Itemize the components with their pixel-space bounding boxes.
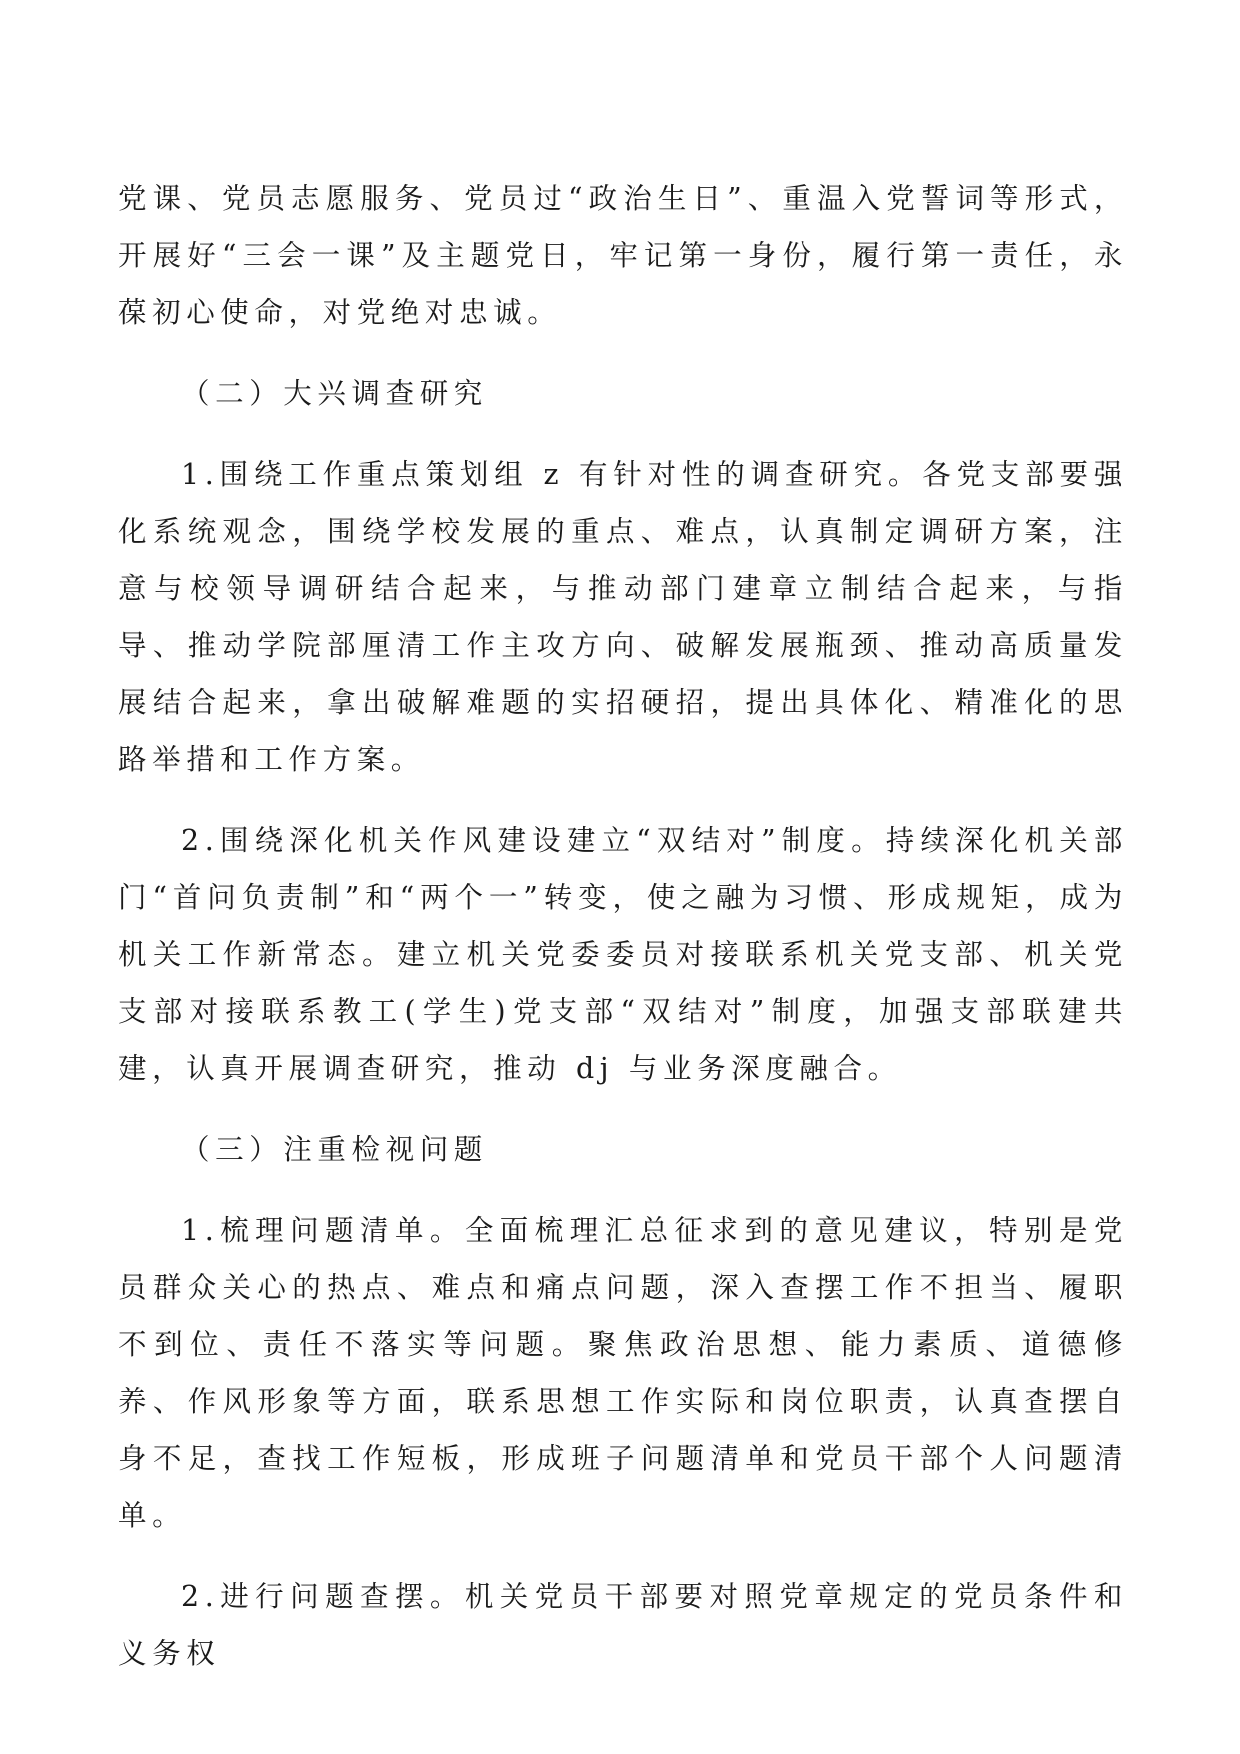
paragraph-research-item-2: 2.围绕深化机关作风建设建立“双结对”制度。持续深化机关部门“首问负责制”和“两个一”转变，使之融为习惯、形成规矩，成为机关工作新常态。建立机关党委委员对接联系机关党支部、机关党支部对接联系教工(学生)党支部“双结对”制度，加强支部联建共建，认真开展调查研究，推动 dj 与业务深度融合。: [118, 824, 1128, 1085]
section-heading-research: （二）大兴调查研究: [181, 377, 488, 410]
paragraph-issues-item-1: 1.梳理问题清单。全面梳理汇总征求到的意见建议，特别是党员群众关心的热点、难点和痛点问题，深入查摆工作不担当、履职不到位、责任不落实等问题。聚焦政治思想、能力素质、道德修养、作风形象等方面，联系思想工作实际和岗位职责，认真查摆自身不足，查找工作短板，形成班子问题清单和党员干部个人问题清单。: [118, 1214, 1128, 1532]
paragraph-research-item-1: 1.围绕工作重点策划组 z 有针对性的调查研究。各党支部要强化系统观念，围绕学校发展的重点、难点，认真制定调研方案，注意与校领导调研结合起来，与推动部门建章立制结合起来，与指导、推动学院部厘清工作主攻方向、破解发展瓶颈、推动高质量发展结合起来，拿出破解难题的实招硬招，提出具体化、精准化的思路举措和工作方案。: [118, 458, 1128, 776]
section-heading-issues: （三）注重检视问题: [181, 1133, 488, 1166]
paragraph-continuation: 党课、党员志愿服务、党员过“政治生日”、重温入党誓词等形式，开展好“三会一课”及主题党日，牢记第一身份，履行第一责任，永葆初心使命，对党绝对忠诚。: [118, 182, 1128, 329]
document-body: [118, 170, 1128, 1682]
paragraph-issues-item-2: 2.进行问题查摆。机关党员干部要对照党章规定的党员条件和义务权: [118, 1580, 1128, 1670]
